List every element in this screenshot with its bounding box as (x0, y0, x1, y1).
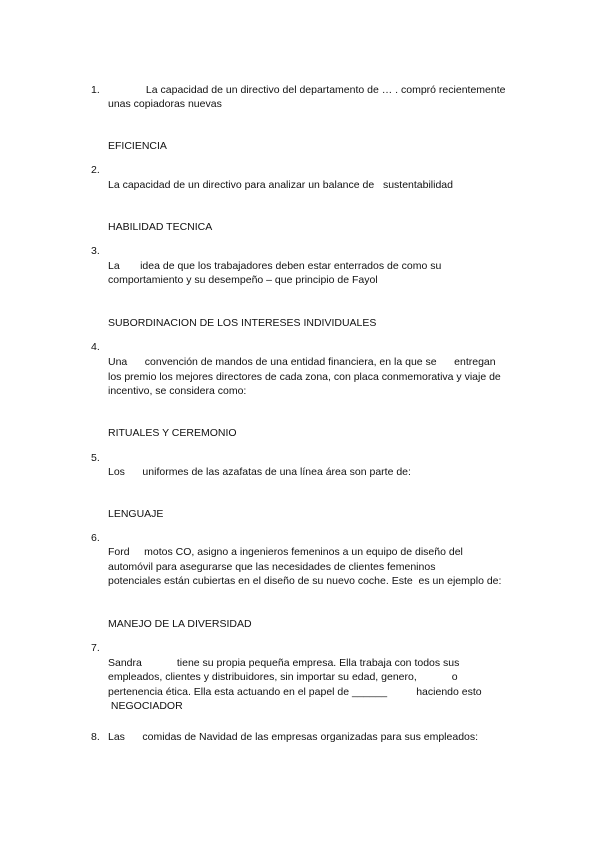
question-1-number: 1. (91, 84, 100, 96)
question-1-text-line-1: La capacidad de un directivo del departamento de … . compró recientemente (108, 84, 506, 96)
question-3-text-line-2: comportamiento y su desempeño – que principio de Fayol (108, 274, 378, 286)
question-6-text-line-1: Ford motos CO, asigno a ingenieros femeninos a un equipo de diseño del (108, 546, 463, 558)
question-6-text-line-3: potenciales están cubiertas en el diseño de su nuevo coche. Este es un ejemplo de: (108, 575, 502, 587)
question-7-text-line-4: NEGOCIADOR (108, 700, 183, 712)
question-5-answer: LENGUAJE (108, 508, 164, 520)
question-4-number: 4. (91, 341, 100, 353)
question-6-number: 6. (91, 532, 100, 544)
question-1-answer: EFICIENCIA (108, 140, 167, 152)
question-7-text-line-3: pertenencia ética. Ella esta actuando en el papel de ______ haciendo esto (108, 686, 482, 698)
question-7-text-line-1: Sandra tiene su propia pequeña empresa. Ella trabaja con todos sus (108, 657, 460, 669)
question-5-number: 5. (91, 452, 100, 464)
question-7-text-line-2: empleados, clientes y distribuidores, sin importar su edad, genero, o (108, 671, 458, 683)
question-2-text-line-1: La capacidad de un directivo para analizar un balance de sustentabilidad (108, 179, 453, 191)
question-6-text-line-2: automóvil para asegurarse que las necesidades de clientes femeninos (108, 561, 436, 573)
question-5-text-line-1: Los uniformes de las azafatas de una línea área son parte de: (108, 466, 411, 478)
question-1-text-line-2: unas copiadoras nuevas (108, 98, 222, 110)
question-7-number: 7. (91, 642, 100, 654)
question-3-text-line-1: La idea de que los trabajadores deben estar enterrados de como su (108, 260, 442, 272)
question-2-answer: HABILIDAD TECNICA (108, 221, 213, 233)
question-4-answer: RITUALES Y CEREMONIO (108, 427, 237, 439)
question-8-number: 8. (91, 731, 100, 743)
question-2-number: 2. (91, 164, 100, 176)
question-3-number: 3. (91, 245, 100, 257)
question-4-text-line-1: Una convención de mandos de una entidad financiera, en la que se entregan (108, 356, 496, 368)
question-6-answer: MANEJO DE LA DIVERSIDAD (108, 618, 252, 630)
question-3-answer: SUBORDINACION DE LOS INTERESES INDIVIDUALES (108, 317, 377, 329)
question-4-text-line-3: incentivo, se considera como: (108, 385, 247, 397)
question-8-text-line-1: Las comidas de Navidad de las empresas organizadas para sus empleados: (108, 731, 479, 743)
question-4-text-line-2: los premio los mejores directores de cada zona, con placa conmemorativa y viaje de (108, 371, 501, 383)
